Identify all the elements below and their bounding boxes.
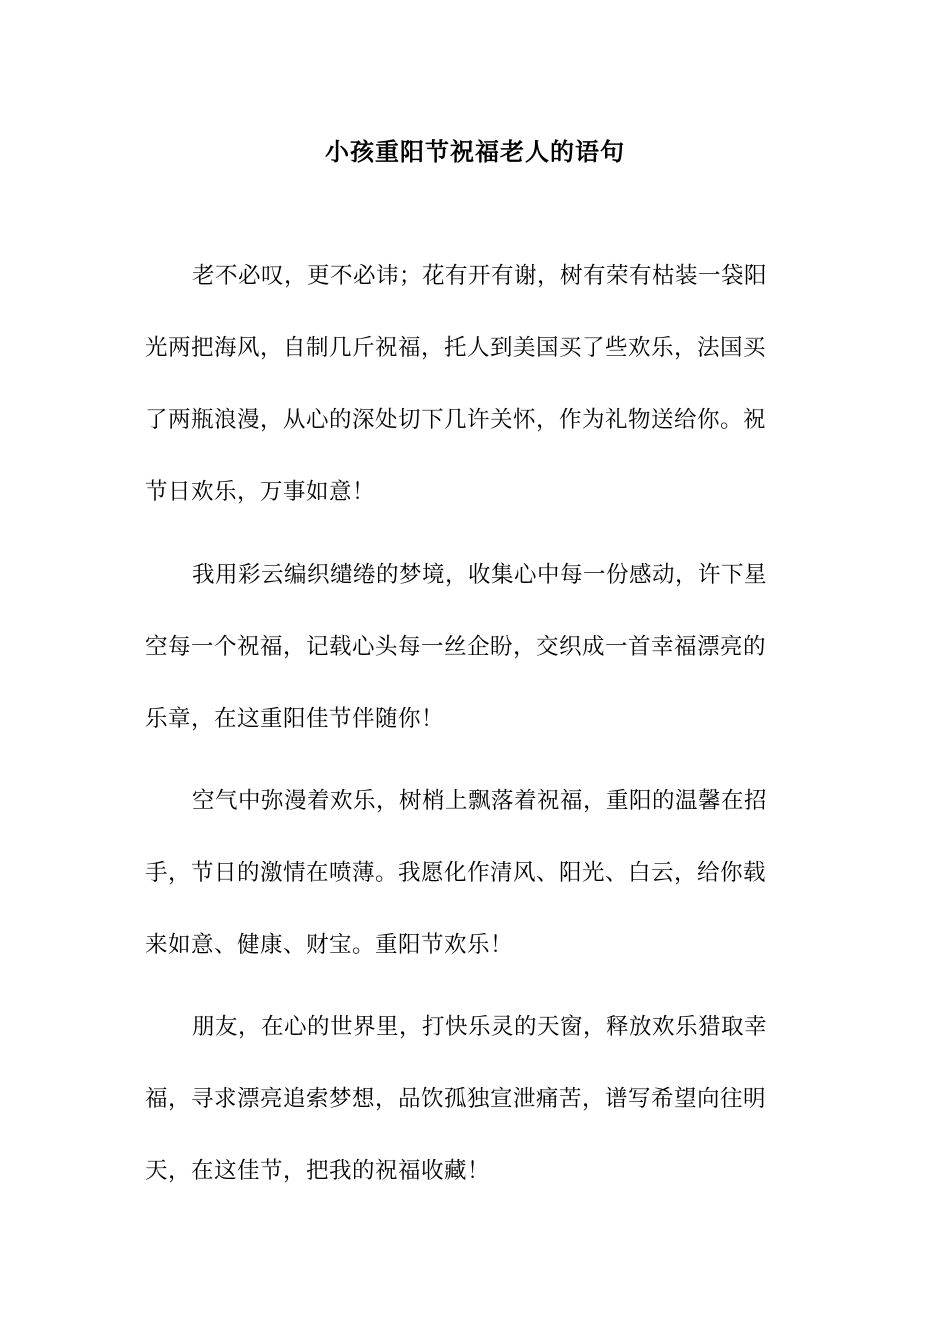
paragraph-3-line-1: 空气中弥漫着欢乐，树梢上飘落着祝福，重阳的温馨在招 — [192, 788, 768, 814]
paragraph-1-line-3: 了两瓶浪漫，从心的深处切下几许关怀，作为礼物送给你。祝 — [145, 407, 767, 433]
paragraph-4-line-3: 天，在这佳节，把我的祝福收藏！ — [145, 1158, 491, 1184]
paragraph-1-line-1: 老不必叹，更不必讳；花有开有谢，树有荣有枯装一袋阳 — [192, 263, 768, 289]
paragraph-2-line-1: 我用彩云编织缱绻的梦境，收集心中每一份感动，许下星 — [192, 562, 768, 588]
paragraph-3-line-2: 手，节日的激情在喷薄。我愿化作清风、阳光、白云，给你载 — [145, 860, 767, 886]
paragraph-4-line-1: 朋友，在心的世界里，打快乐灵的天窗，释放欢乐猎取幸 — [192, 1014, 768, 1040]
paragraph-2-line-2: 空每一个祝福，记载心头每一丝企盼，交织成一首幸福漂亮的 — [145, 634, 767, 660]
paragraph-1-line-4: 节日欢乐，万事如意！ — [145, 479, 376, 505]
paragraph-4-line-2: 福，寻求漂亮追索梦想，品饮孤独宣泄痛苦，谱写希望向往明 — [145, 1086, 767, 1112]
paragraph-1-line-2: 光两把海风，自制几斤祝福，托人到美国买了些欢乐，法国买 — [145, 335, 767, 361]
paragraph-3-line-3: 来如意、健康、财宝。重阳节欢乐！ — [145, 932, 514, 958]
paragraph-2-line-3: 乐章，在这重阳佳节伴随你！ — [145, 706, 445, 732]
document-title: 小孩重阳节祝福老人的语句 — [325, 137, 625, 166]
